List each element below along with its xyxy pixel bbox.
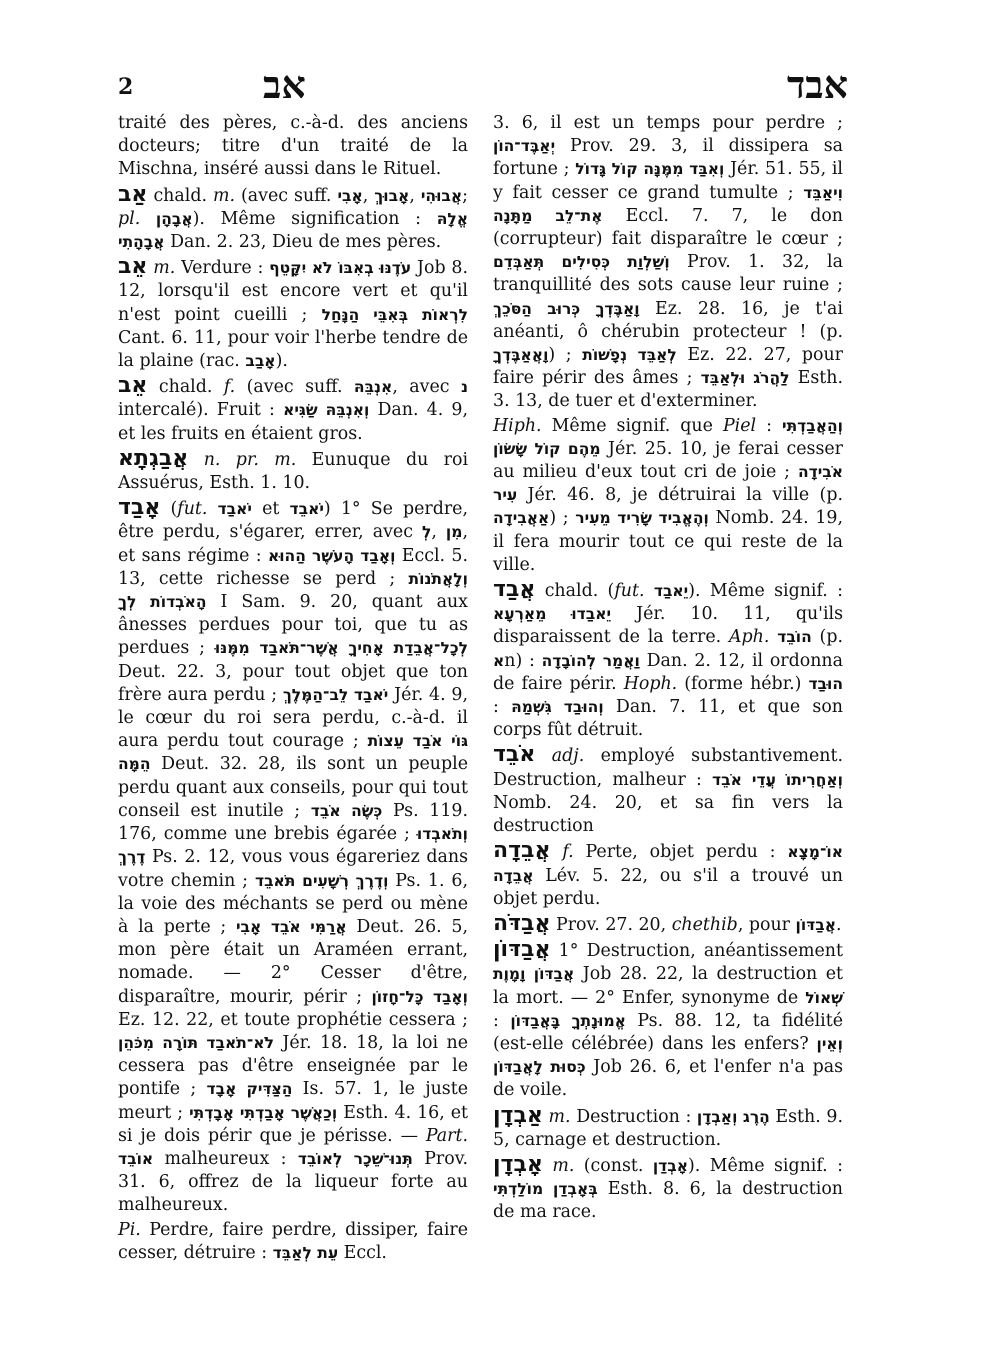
entry-text: Prov. 29. 3, il dissipera sa fortune ; [493, 136, 843, 180]
entry-text: (p. [811, 627, 843, 648]
entry-text: Deut. 26. 5, mon père était un Araméen errant, nomade. — 2° Cesser d'être, disparaître, mourir, périr ; [118, 916, 468, 1007]
italic-text: Pi. [118, 1219, 141, 1240]
entry-text: Perte, objet perdu : [573, 842, 788, 863]
italic-text: f. [223, 377, 236, 398]
entry-text [188, 450, 203, 470]
entry-text: , pour [737, 914, 796, 935]
dictionary-entry [493, 1153, 843, 1225]
entry-text [535, 746, 551, 766]
entry-text: Is. 57. 1, le juste meurt ; [118, 1079, 468, 1123]
hebrew-text: לְכָל־אֲבֵדַת אָחִיךָ אֲשֶׁר־תֹּאבַד מִמֶּנּוּ [214, 639, 469, 658]
hebrew-text: אֲרַמִּי אֹבֵד אָבִי [235, 917, 347, 936]
entry-text: malheureux : [153, 1148, 298, 1169]
entry-text: Esth. 4. 16, et si je dois périr que je périsse. — [118, 1102, 469, 1146]
entry-text: Jér. 10. 11, qu'ils disparaissent de la terre. [493, 604, 843, 648]
entry-text: Jér. 4. 9, le cœur du roi sera perdu, c.-à-d. il aura perdu tout courage ; [118, 684, 468, 752]
page-header [118, 62, 848, 110]
entry-text: , avec [392, 377, 461, 398]
italic-text: m. [552, 1155, 575, 1176]
dictionary-entry [493, 938, 843, 1102]
entry-text: Destruction : [570, 1106, 697, 1127]
dictionary-entry [493, 112, 843, 414]
hebrew-text: הֶרֶג וְאַבְדָן [696, 1107, 770, 1126]
entry-text: Job 28. 22, la destruction et la mort. — 2° Enfer, synonyme de [493, 964, 843, 1008]
hebrew-text: וְלָאֲתֹנוֹת הָאֹבְדוֹת לְךָ [118, 569, 468, 612]
italic-text: Part. [425, 1125, 468, 1146]
entry-text: Cant. 6. 11, pour voir l'herbe tendre de la plaine (rac. [118, 327, 468, 372]
italic-text: m. [212, 185, 236, 206]
hebrew-text: אוֹ־מָצָא [787, 843, 843, 862]
page-number: 2 [118, 74, 134, 100]
entry-text [550, 842, 562, 862]
entry-text: : [756, 415, 783, 436]
entry-text: (const. [574, 1155, 653, 1176]
entry-headword: אֵב [118, 373, 148, 399]
entry-text: traité des pères, c.-à-d. des anciens docteurs; titre d'un traité de la Mischna, inséré aussi dans le Rituel. [118, 113, 468, 180]
entry-text: Verdure : [175, 258, 270, 279]
entry-text: (avec suff. [235, 185, 338, 206]
running-headword-right: אבד [787, 62, 848, 107]
italic-text: adj. [551, 746, 585, 767]
entry-headword: אֵב [118, 254, 148, 280]
entry-text: Nomb. 24. 20, et sa fin vers la destruction [493, 792, 843, 837]
dictionary-entry [493, 912, 843, 937]
entry-text: , [431, 522, 446, 543]
dictionary-entry [493, 839, 843, 911]
entry-text: Esth. 8. 6, la destruction de ma race. [493, 1179, 843, 1223]
entry-headword: אָבַד [118, 495, 161, 521]
hebrew-text: לִרְאוֹת בְּאִבֵּי הַנָּחַל [321, 305, 468, 324]
hebrew-text: וְאָבַד הָעֹשֶׁר הַהוּא [267, 546, 396, 565]
hebrew-text: בְּאָבְדַן מוֹלַדְתִּי [493, 1180, 598, 1199]
italic-text: fut. [614, 581, 645, 602]
entry-text: Ps. 119. 176, comme une brebis égarée ; [118, 800, 468, 845]
entry-text: Eccl. 7. 7, le don (corrupteur) fait disparaître le cœur ; [493, 205, 844, 250]
hebrew-text: וְכַאֲשֶׁר אָבַדְתִּי אָבָדְתִּי [189, 1103, 338, 1122]
entry-headword: אֹבֵד [493, 742, 536, 768]
entry-text: Esth. 3. 13, de tuer et d'exterminer. [493, 368, 843, 412]
dictionary-entry [493, 1104, 843, 1152]
hebrew-text: לַהֲרֹג וּלְאַבֵּד [700, 369, 790, 388]
entry-text: Jér. 51. 55, il y fait cesser ce grand tumulte ; [493, 159, 843, 203]
entry-text: , [362, 185, 375, 206]
entry-text: Esth. 9. 5, carnage et destruction. [493, 1106, 843, 1150]
entry-headword: אֲבַדּוֹן [493, 937, 551, 963]
italic-text: Hiph. [493, 415, 542, 436]
hebrew-text: יְאַבֶּד־הוֹן [493, 137, 556, 156]
entry-text: . [836, 914, 842, 935]
entry-text: Prov. 31. 6, offrez de la liqueur forte au malheureux. [118, 1148, 468, 1216]
hebrew-text: יֹאבַד לֵב־הַמֶּלֶךְ [282, 685, 389, 704]
entry-text: Eunuque du roi Assuérus, Esth. 1. 10. [118, 449, 469, 494]
hebrew-text: אֹבִידָה עִיר [493, 463, 843, 505]
hebrew-text: וָאַבֶּדְךָ כְּרוּב הַסֹּכֵךְ [493, 299, 640, 318]
dictionary-entry [118, 183, 468, 255]
dictionary-entry [118, 496, 468, 1217]
dictionary-entry [493, 415, 843, 577]
entry-text: ). Même signif. : [688, 581, 843, 602]
entry-text: Jér. 25. 10, je ferai cesser au milieu d'eux tout cri de joie ; [493, 438, 843, 483]
entry-text: Job 8. 12, lorsqu'il est encore vert et qu'il n'est point cueilli ; [118, 258, 469, 325]
hebrew-text: עֵת לְאַבֵּד [272, 1243, 339, 1262]
italic-text: m. [548, 1106, 571, 1127]
hebrew-text: תְּנוּ־שֵׁכָר לְאוֹבֵד [297, 1149, 413, 1168]
entry-headword: אַבְדָן [493, 1102, 543, 1128]
hebrew-text: כְּשֶׂה אֹבֵד [310, 801, 383, 820]
entry-text: Même signif. que [541, 415, 723, 436]
hebrew-text: וְאִבַּד מִמֶּנָּה קוֹל גָּדוֹל [575, 160, 725, 179]
hebrew-text: גּוֹי אֹבַד עֵצוֹת הֵמָּה [118, 732, 468, 774]
italic-text: fut. [177, 499, 208, 520]
hebrew-text: הַצַּדִּיק אָבָד [206, 1080, 293, 1099]
italic-text: Aph. [728, 627, 770, 648]
dictionary-entry [118, 112, 468, 182]
hebrew-text: אֲבַדּוֹן וָמָוֶת [493, 965, 575, 984]
hebrew-text: אֲבָהָן [155, 209, 193, 228]
dictionary-entry [118, 374, 468, 446]
italic-text: pl. [118, 208, 141, 229]
entry-text: chald. ( [535, 581, 615, 602]
entry-text: 3. 6, il est un temps pour perdre ; [493, 113, 843, 133]
hebrew-text: מִן [445, 523, 463, 542]
hebrew-text: הוּבַד [808, 674, 843, 693]
entry-text: ). [275, 351, 288, 372]
entry-text: intercalé). Fruit : [118, 400, 284, 421]
entry-text: Prov. 27. 20, [550, 914, 672, 935]
entry-text: ( [160, 499, 178, 520]
hebrew-text: וְאַחֲרִיתוֹ עֲדֵי אֹבֵד [712, 770, 843, 789]
hebrew-text: הוֹבֵד [777, 628, 812, 647]
entry-headword: אֲבַגְתָא [118, 445, 189, 471]
hebrew-text: יֹאבַד [217, 500, 252, 519]
entry-text: Ps. 88. 12, ta fidélité (est-elle célébrée) dans les enfers? [493, 1010, 843, 1054]
hebrew-text: וְאִנְבֵּהּ שַׂגִּיא [283, 401, 370, 420]
right-column [493, 112, 843, 1226]
entry-text: (forme hébr.) [677, 673, 809, 694]
entry-text: , [409, 185, 421, 206]
italic-text: Piel [722, 415, 757, 436]
hebrew-text: אָבִי [337, 186, 363, 205]
entry-headword: אֲבֵדָה [493, 838, 551, 864]
entry-text: Perdre, faire perdre, dissiper, faire cesser, détruire : [118, 1219, 468, 1263]
left-column [118, 112, 468, 1266]
entry-text: employé substantivement. Destruction, malheur : [493, 746, 844, 790]
italic-text: n. pr. m. [203, 449, 297, 470]
entry-text: 1° Destruction, anéantissement [550, 941, 843, 962]
hebrew-text: וְהַאֲבַדְתִּי [782, 416, 844, 435]
entry-text: I Sam. 9. 20, quant aux ânesses perdues pour toi, que tu as perdues ; [118, 592, 468, 659]
hebrew-text: וְאֵין כְּסוּת לָאֲבַדּוֹן [493, 1034, 843, 1077]
hebrew-text: נ [460, 378, 469, 397]
entry-text: chald. [147, 377, 224, 398]
entry-text: Dan. 2. 23, Dieu de mes pères. [164, 232, 442, 253]
entry-headword: אַב [118, 181, 148, 207]
hebrew-text: עֹדֶנּוּ בְאִבּוֹ לֹא יִקָּטֵף [269, 259, 412, 278]
entry-headword: אָבְדָן [493, 1151, 543, 1177]
hebrew-text: וְתֹאבְדוּ דֶרֶךְ [118, 825, 468, 867]
hebrew-text: אֲבֵדָה [493, 866, 534, 885]
hebrew-text: וַאֲמַר לְהוֹבָדָה [541, 651, 640, 670]
entry-text: Ez. 22. 27, pour faire périr des âmes ; [493, 345, 843, 389]
dictionary-entry [493, 743, 843, 838]
entry-text: Ps. 1. 6, la voie des méchants se perd ou mène à la perte ; [118, 870, 468, 937]
entry-text: ). Même signif. : [687, 1155, 843, 1176]
entry-text: ; [462, 185, 468, 206]
hebrew-text: לְ [421, 523, 432, 542]
entry-text: : [493, 697, 512, 718]
entry-text [140, 209, 156, 229]
entry-text: chald. [147, 185, 213, 206]
hebrew-text: וְשַׁלְוַת כְּסִילִים תְּאַבְּדֵם [493, 253, 670, 272]
hebrew-text: אָבַב [245, 352, 276, 371]
hebrew-text: וָאֲאַבֶּדְךָ [493, 346, 549, 365]
hebrew-text: וִיאַבֵּד אֶת־לֵב מַתָּנָה [493, 183, 843, 225]
hebrew-text: לֹא־תֹאבַד תּוֹרָה מִכֹּהֵן [118, 1033, 274, 1052]
entry-text: Dan. 4. 9, et les fruits en étaient gros. [118, 400, 469, 444]
hebrew-text: א [493, 651, 505, 670]
entry-text [543, 1156, 552, 1176]
hebrew-text: וְאָבַד כָּל־חָזוֹן [371, 987, 468, 1006]
entry-text: Prov. 1. 32, la tranquillité des sots cause leur ruine ; [493, 252, 843, 296]
dictionary-entry [493, 578, 843, 742]
hebrew-text: אָבוּךְ [374, 186, 410, 205]
entry-text: ). Même signification : [192, 208, 437, 229]
entry-text: ) ; [549, 508, 576, 529]
hebrew-text: שְׁאוֹל [805, 988, 843, 1007]
entry-text: Ez. 28. 16, je t'ai anéanti, ô chérubin protecteur ! (p. [493, 298, 843, 342]
entry-text [207, 499, 217, 519]
dictionary-entry [118, 1219, 468, 1265]
hebrew-text: אָבְדַן [652, 1156, 688, 1175]
hebrew-text: מֵהֶם קוֹל שָׂשׂוֹן [493, 439, 601, 458]
entry-text: Lév. 5. 22, ou s'il a trouvé un objet perdu. [493, 865, 843, 909]
italic-text: chethib [671, 914, 738, 935]
entry-text: Eccl. 5. 13, cette richesse se perd ; [118, 545, 468, 589]
entry-text: (avec suff. [235, 377, 354, 398]
entry-text: : [493, 1010, 511, 1031]
entry-text: et [251, 499, 290, 520]
dictionary-entry [118, 255, 468, 373]
hebrew-text: אֲבוּהִי [420, 186, 463, 205]
entry-text: Ez. 12. 22, et toute prophétie cessera ; [118, 1009, 468, 1030]
hebrew-text: וְדֶרֶךְ רְשָׁעִים תֹּאבֵד [254, 871, 389, 890]
hebrew-text: יֹאבֵד [289, 500, 324, 519]
entry-text: Jér. 18. 18, la loi ne cessera pas d'être enseignée par le pontife ; [118, 1032, 468, 1100]
italic-text: m. [153, 258, 176, 279]
entry-text: Deut. 32. 28, ils sont un peuple perdu quant aux conseils, pour qui tout conseil est inutile ; [118, 754, 468, 821]
hebrew-text: אֱלָהּ אֲבָהָתִי [118, 209, 468, 252]
hebrew-text: אוֹבֵד [118, 1149, 154, 1168]
entry-text: Eccl. [338, 1242, 387, 1263]
entry-headword: אֲבַדֹּה [493, 910, 551, 936]
entry-text: Dan. 2. 12, il ordonna de faire périr. [493, 650, 843, 694]
entry-text: Dan. 7. 11, et que son corps fût détruit. [493, 697, 843, 741]
hebrew-text: לְאַבֵּד נְפָשׁוֹת [582, 346, 677, 365]
entry-text: Ps. 2. 12, vous vous égareriez dans votre chemin ; [118, 847, 468, 891]
entry-text: ) ; [548, 345, 583, 366]
hebrew-text: וְהוּבַד גִּשְׁמַהּ [511, 698, 604, 717]
dictionary-entry [118, 447, 468, 495]
running-headword-left: אב [263, 62, 306, 107]
entry-text: ) 1° Se perdre, être perdu, s'égarer, errer, avec [118, 499, 469, 543]
entry-text: Jér. 46. 8, je détruirai la ville (p. [517, 485, 843, 506]
entry-headword: אֲבַד [493, 577, 536, 603]
hebrew-text: אֱמוּנָתְךָ בָּאֲבַדּוֹן [510, 1011, 626, 1030]
entry-text: Nomb. 24. 19, il fera mourir tout ce qui reste de la ville. [493, 508, 843, 575]
italic-text: Hoph. [623, 673, 678, 694]
hebrew-text: אֲבַדּוֹן [795, 915, 837, 934]
entry-text: Job 26. 6, et l'enfer n'a pas de voile. [493, 1057, 843, 1101]
hebrew-text: וְהֶאֱבִיד שָׂרִיד מֵעִיר [575, 509, 709, 528]
entry-text: Deut. 22. 3, pour tout objet que ton frère aura perdu ; [118, 661, 468, 705]
entry-text: n) : [504, 650, 542, 671]
hebrew-text: אִנְבֵּהּ [353, 378, 393, 397]
entry-text [645, 581, 654, 601]
italic-text: f. [562, 842, 574, 863]
entry-text: , et sans régime : [118, 522, 468, 566]
hebrew-text: אַאֲבִידָה [493, 509, 550, 528]
hebrew-text: יֵאבַדוּ מֵאַרְעָא [493, 605, 612, 624]
hebrew-text: יֵאבַד [653, 582, 689, 601]
